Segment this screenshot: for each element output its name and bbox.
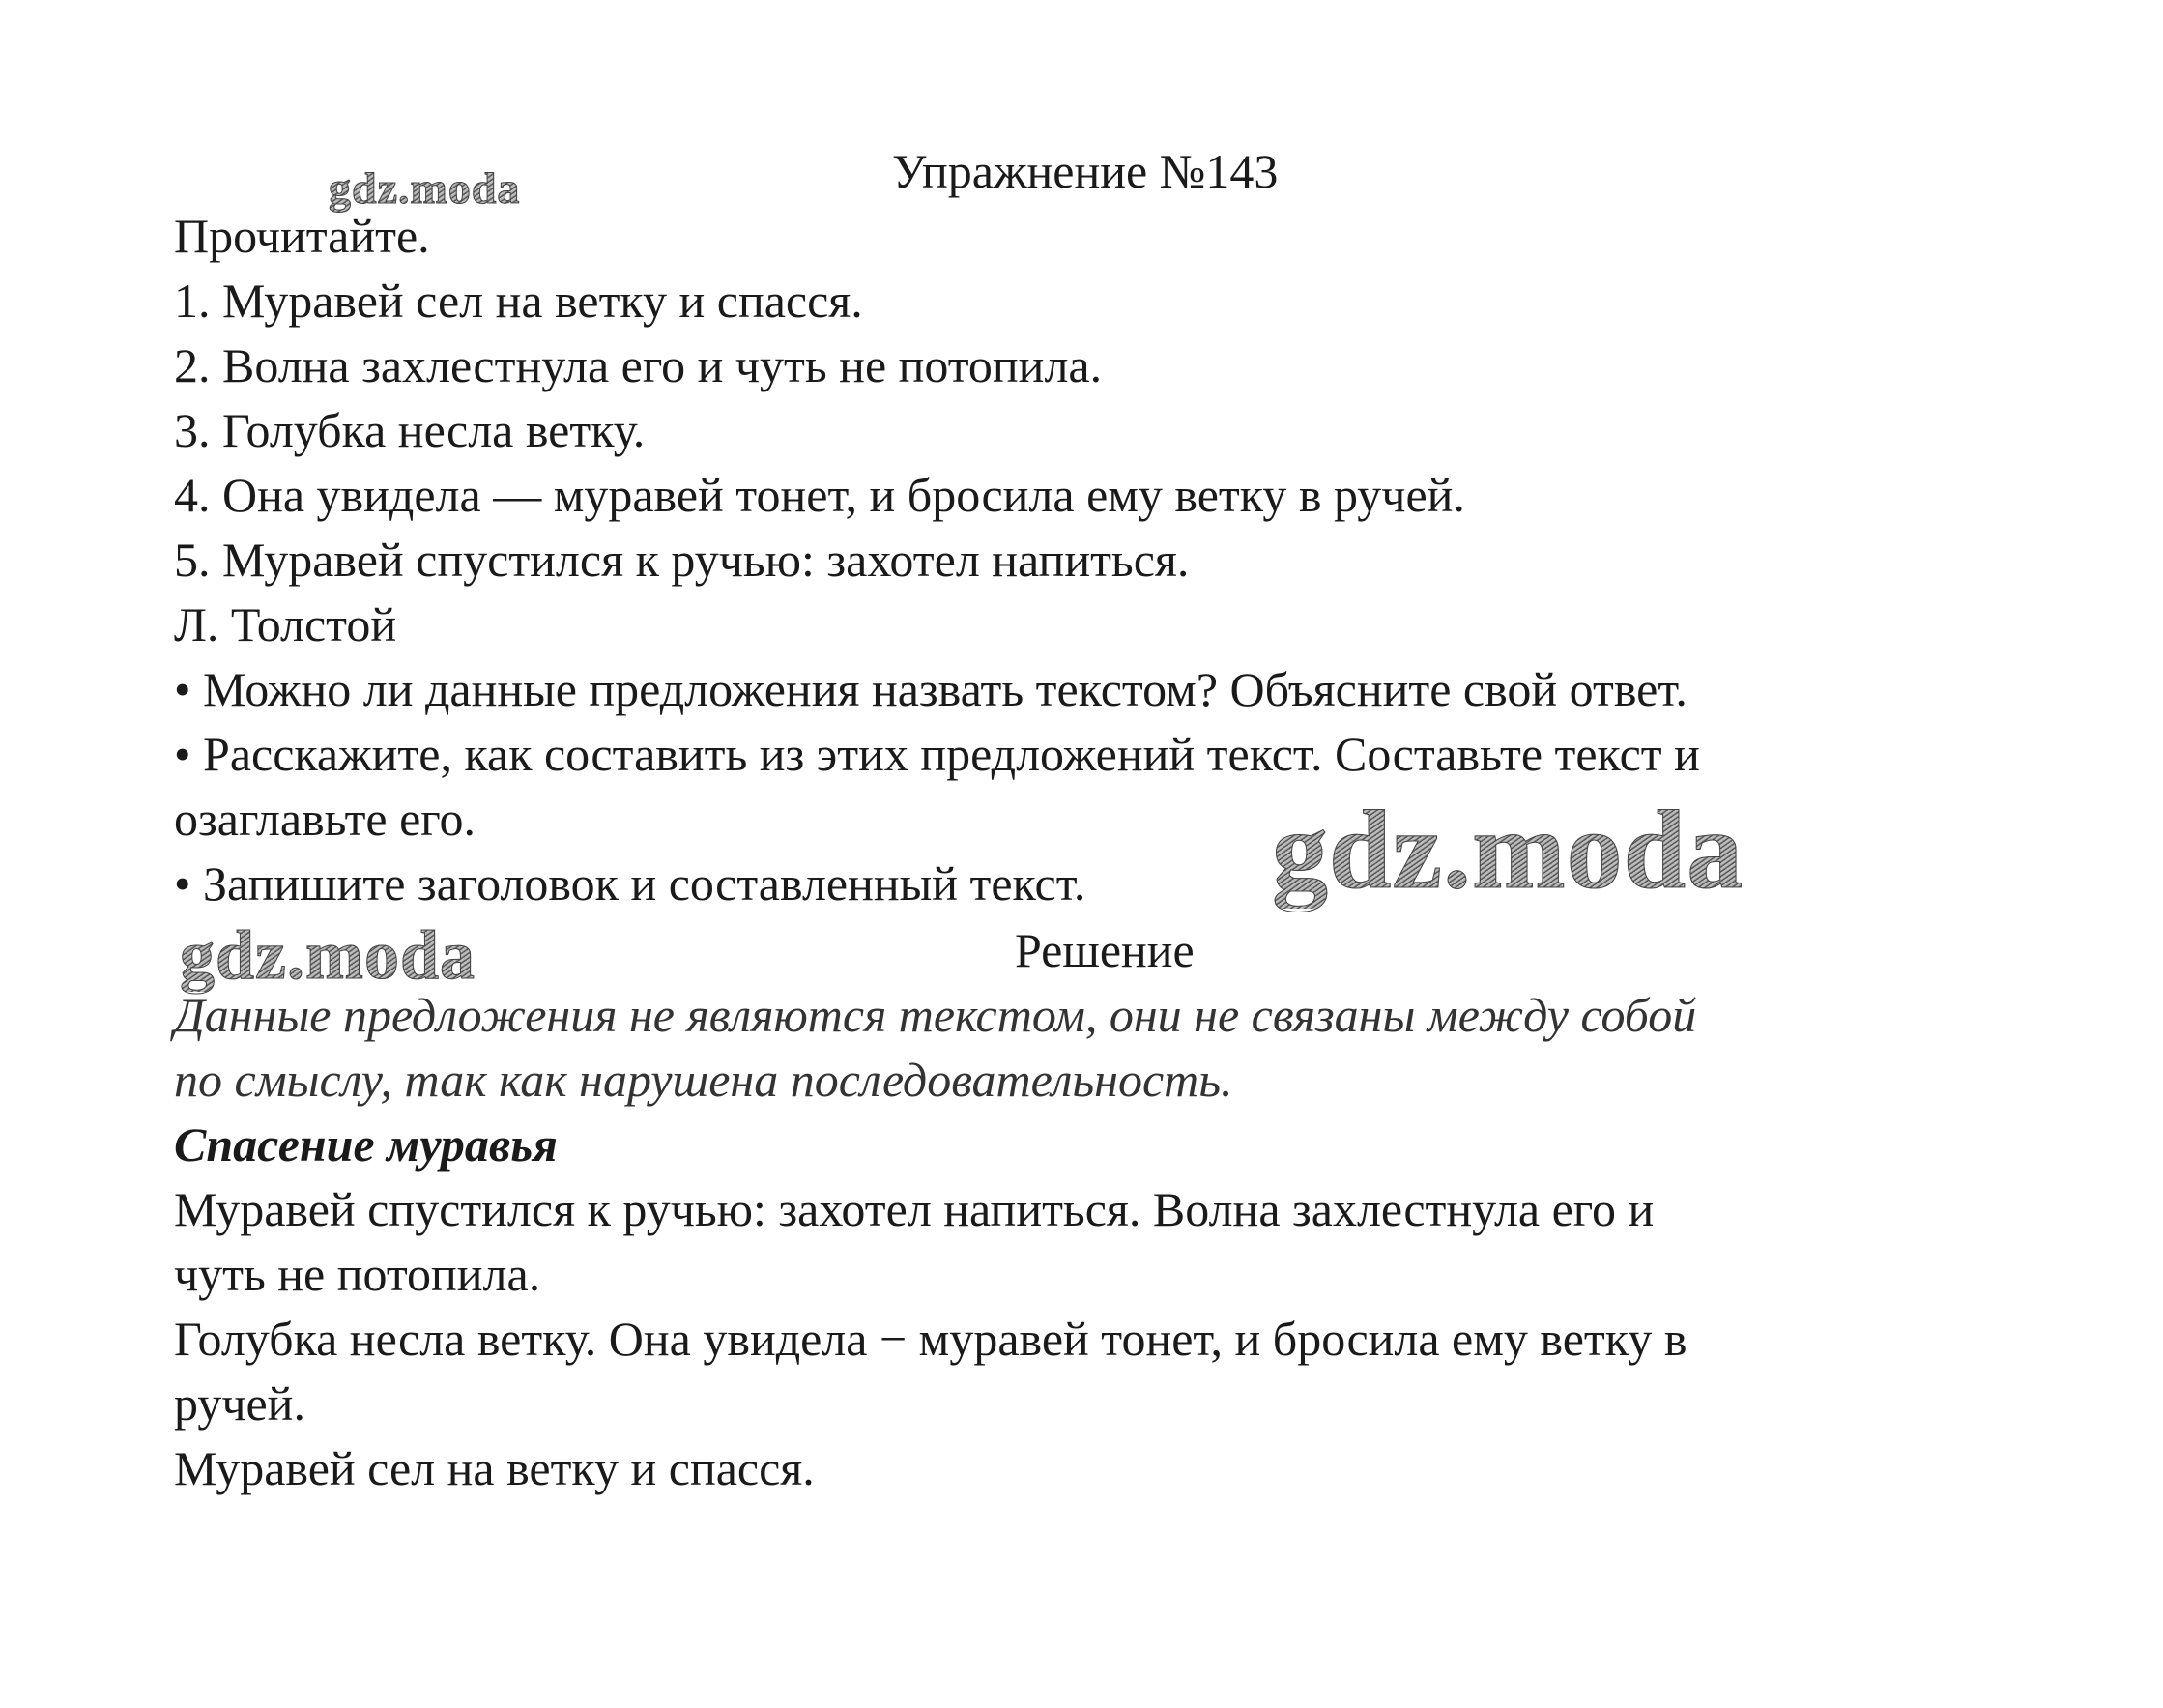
task-instruction: Прочитайте. xyxy=(174,209,430,263)
composed-text-line-5: Муравей сел на ветку и спасся. xyxy=(174,1441,815,1495)
solution-heading: Решение xyxy=(1015,923,1195,977)
watermark-logo-large: gdz.moda xyxy=(1272,789,1745,912)
author: Л. Толстой xyxy=(174,597,397,651)
exercise-title: Упражнение №143 xyxy=(892,144,1279,198)
question-3: • Запишите заголовок и составленный текст. xyxy=(174,856,1086,911)
sentence-5: 5. Муравей спустился к ручью: захотел напиться. xyxy=(174,533,1190,587)
watermark-logo-middle: gdz.moda xyxy=(180,916,476,994)
sentence-4: 4. Она увидела — муравей тонет, и бросила ему ветку в ручей. xyxy=(174,468,1465,522)
question-2-continued: озаглавьте его. xyxy=(174,792,476,846)
question-2: • Расскажите, как составить из этих предложений текст. Составьте текст и xyxy=(174,727,1700,781)
sentence-3: 3. Голубка несла ветку. xyxy=(174,403,646,457)
composed-text-line-2: чуть не потопила. xyxy=(174,1247,541,1301)
watermark-logo-top: gdz.moda xyxy=(329,163,521,213)
composed-text-title: Спасение муравья xyxy=(174,1117,558,1172)
composed-text-line-1: Муравей спустился к ручью: захотел напиться. Волна захлестнула его и xyxy=(174,1182,1655,1236)
question-1: • Можно ли данные предложения назвать текстом? Объясните свой ответ. xyxy=(174,662,1687,716)
composed-text-line-3: Голубка несла ветку. Она увидела − муравей тонет, и бросила ему ветку в xyxy=(174,1312,1687,1366)
solution-explanation-line-1: Данные предложения не являются текстом, они не связаны между собой xyxy=(174,988,1697,1042)
sentence-1: 1. Муравей сел на ветку и спасся. xyxy=(174,274,863,328)
sentence-2: 2. Волна захлестнула его и чуть не потопила. xyxy=(174,338,1103,392)
composed-text-line-4: ручей. xyxy=(174,1376,305,1431)
solution-explanation-line-2: по смыслу, так как нарушена последовательность. xyxy=(174,1053,1233,1107)
